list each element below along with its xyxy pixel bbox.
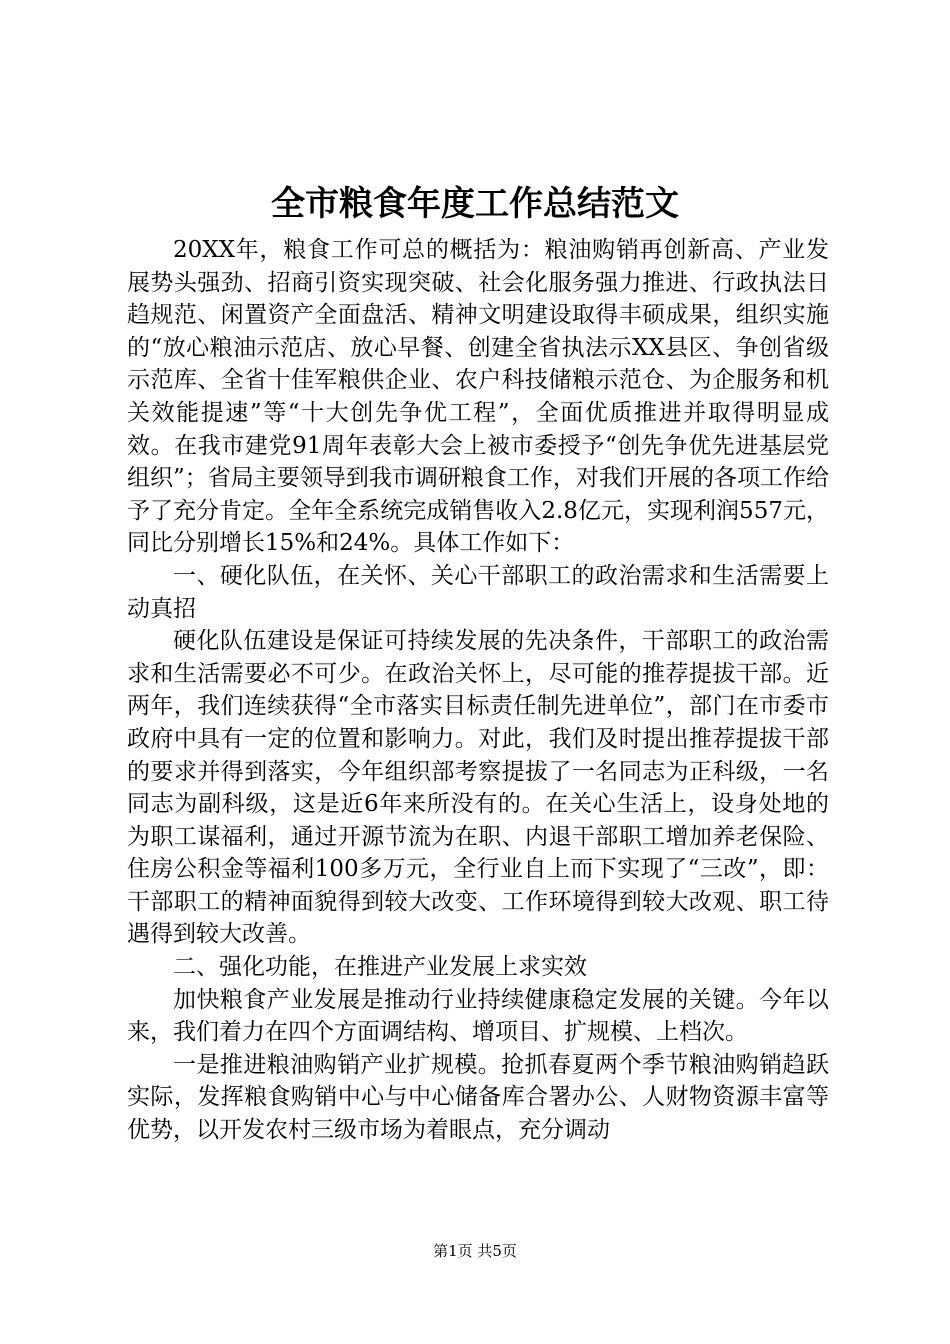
section-heading-1: 一、硬化队伍，在关怀、关心干部职工的政治需求和生活需要上动真招 <box>127 562 829 622</box>
paragraph-intro: 20XX年，粮食工作可总的概括为：粮油购销再创新高、产业发展势头强劲、招商引资实现突破、社会化服务强力推进、行政执法日趋规范、闲置资产全面盘活、精神文明建设取得丰硕成果，组织实施的“放心粮油示范店、放心早餐、创建全省执法示XX县区、争创省级示范库、全省十佳军粮供企业、农户科技储粮示范仓、为企服务和机关效能提速”等“十大创先争优工程”，全面优质推进并取得明显成效。在我市建党91周年表彰大会上被市委授予“创先争优先进基层党组织”；省局主要领导到我市调研粮食工作，对我们开展的各项工作给予了充分肯定。全年全系统完成销售收入2.8亿元，实现利润557元，同比分别增长15%和24%。具体工作如下： <box>127 237 829 557</box>
paragraph-section-1: 硬化队伍建设是保证可持续发展的先决条件，干部职工的政治需求和生活需要必不可少。在政治关怀上，尽可能的推荐提拔干部。近两年，我们连续获得“全市落实目标责任制先进单位”，部门在市委市政府中具有一定的位置和影响力。对此，我们及时提出推荐提拔干部的要求并得到落实，今年组织部考察提拔了一名同志为正科级，一名同志为副科级，这是近6年来所没有的。在关心生活上，设身处地的为职工谋福利，通过开源节流为在职、内退干部职工增加养老保险、住房公积金等福利100多万元，全行业自上而下实现了“三改”，即：干部职工的精神面貌得到较大改变、工作环境得到较大改观、职工待遇得到较大改善。 <box>127 628 829 948</box>
section-heading-2: 二、强化功能，在推进产业发展上求实效 <box>173 954 587 981</box>
paragraph-item-1: 一是推进粮油购销产业扩规模。抢抓春夏两个季节粮油购销趋跃实际，发挥粮食购销中心与中心储备库合署办公、人财物资源丰富等优势，以开发农村三级市场为着眼点，充分调动 <box>127 1051 829 1144</box>
paragraph-section-2: 加快粮食产业发展是推动行业持续健康稳定发展的关键。今年以来，我们着力在四个方面调结构、增项目、扩规模、上档次。 <box>127 986 829 1046</box>
document-title: 全市粮食年度工作总结范文 <box>271 184 679 224</box>
page-footer: 第1页 共5页 <box>433 1242 517 1260</box>
document-body <box>127 234 829 1147</box>
